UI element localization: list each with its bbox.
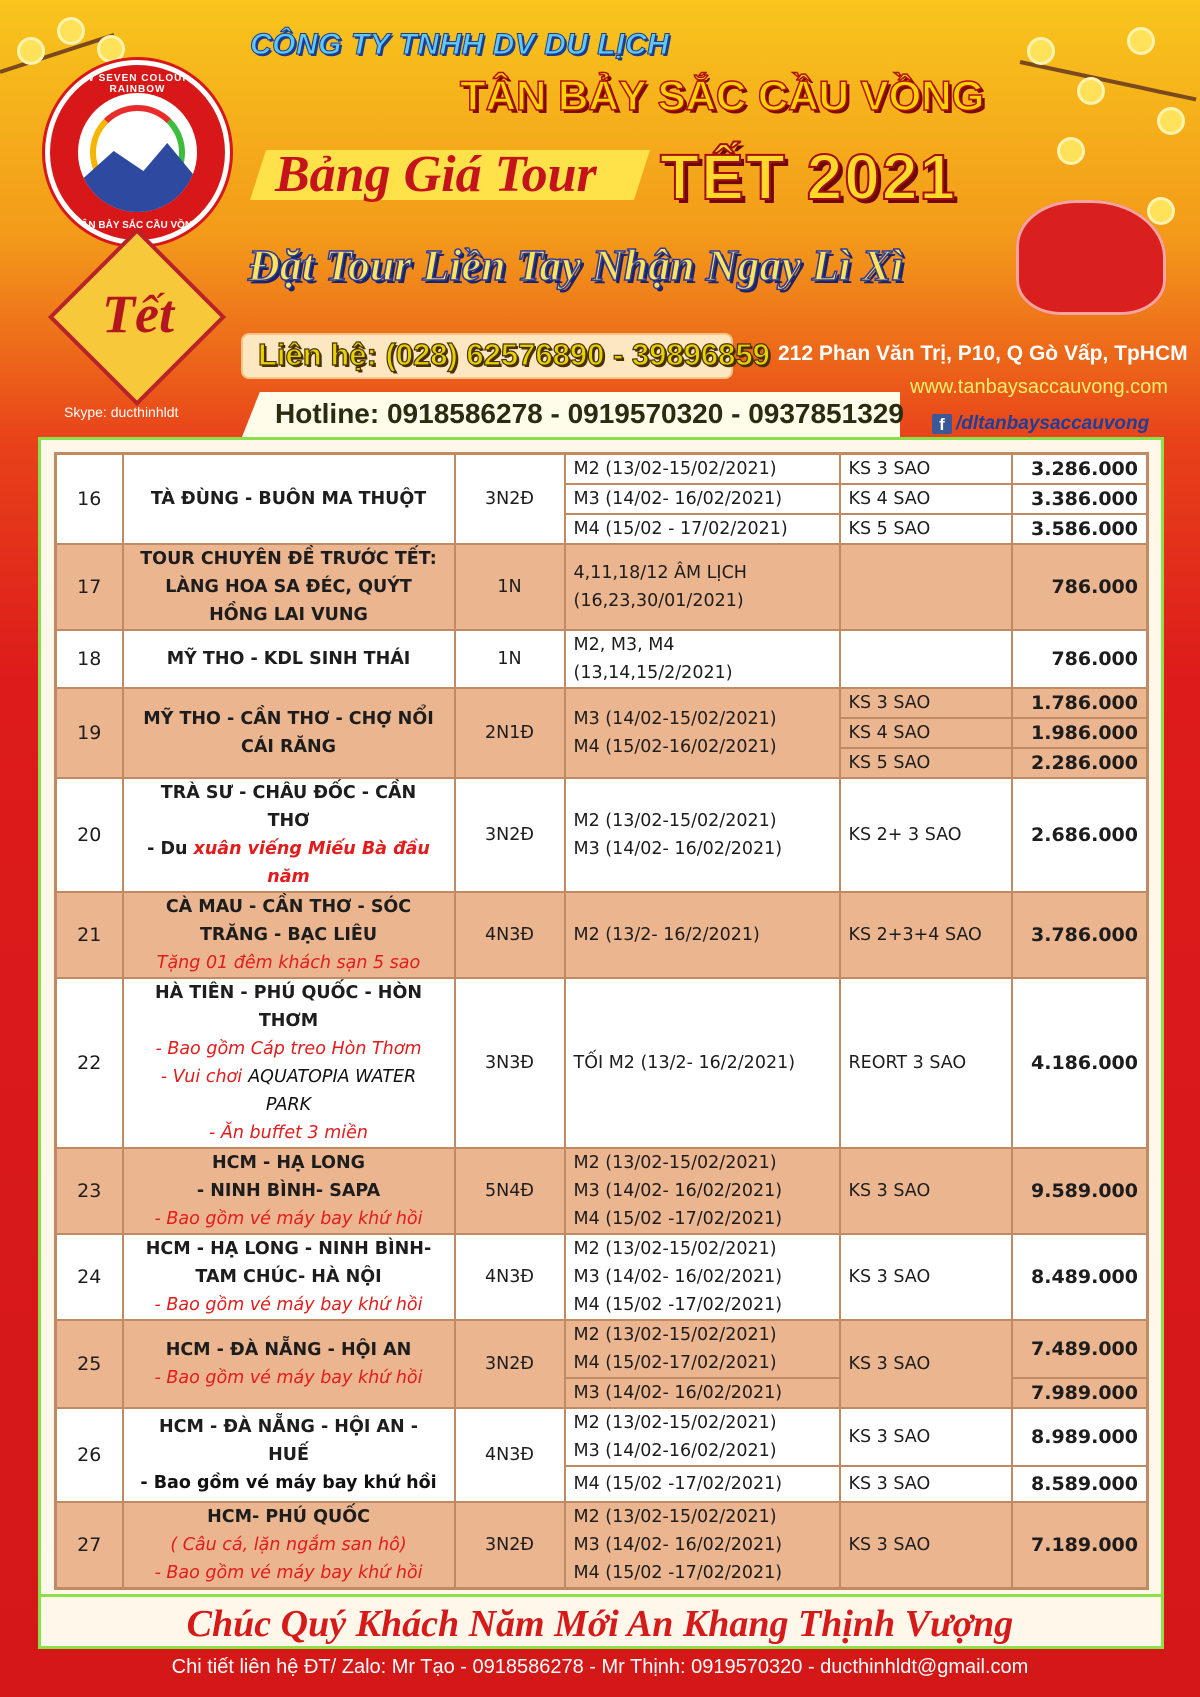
- logo-ring-bottom: TÂN BẢY SẮC CẦU VỒNG: [75, 220, 200, 231]
- hotel-class: KS 4 SAO: [840, 718, 1012, 748]
- tour-name-line: - Bao gồm vé máy bay khứ hồi: [140, 1473, 437, 1493]
- row-number: 23: [56, 1148, 123, 1234]
- hotel-class: REORT 3 SAO: [840, 978, 1012, 1148]
- tour-name: [123, 778, 455, 892]
- table-row: [56, 688, 1148, 718]
- departure-date-line: (13,14,15/2/2021): [573, 663, 733, 683]
- hotel-class: KS 2+3+4 SAO: [840, 892, 1012, 978]
- tet-badge-text: Tết: [102, 284, 174, 344]
- tour-name-line: HCM - HẠ LONG - NINH BÌNH-: [145, 1239, 432, 1259]
- apricot-blossom-icon: [1160, 110, 1182, 132]
- departure-date: M2 (13/2- 16/2/2021): [565, 892, 840, 978]
- row-number: 22: [56, 978, 123, 1148]
- departure-date: [565, 1502, 840, 1589]
- tour-name-line: HCM - HẠ LONG: [211, 1153, 366, 1173]
- tour-name-line: [132, 835, 446, 863]
- tour-name-part: - Du: [147, 839, 188, 859]
- table-row: [56, 1148, 1148, 1234]
- apricot-blossom-icon: [1030, 40, 1052, 62]
- departure-date: M3 (14/02- 16/02/2021): [565, 1378, 840, 1408]
- departure-date: [565, 688, 840, 778]
- logo-emblem: [78, 93, 197, 212]
- tour-duration: 1N: [455, 544, 565, 630]
- website-link[interactable]: www.tanbaysaccauvong.com: [910, 376, 1168, 398]
- departure-date-line: M3 (14/02-15/02/2021): [573, 709, 777, 729]
- apricot-blossom-icon: [1150, 200, 1172, 222]
- tour-duration: 5N4Đ: [455, 1148, 565, 1234]
- tour-highlight: xuân viếng Miếu Bà đầu: [193, 839, 430, 859]
- tour-name: [123, 1408, 455, 1502]
- table-row: [56, 1320, 1148, 1378]
- tour-name: [123, 1502, 455, 1589]
- tour-duration: 1N: [455, 630, 565, 688]
- tour-price: 3.286.000: [1012, 454, 1148, 485]
- table-row: [56, 454, 1148, 485]
- departure-date: [565, 1234, 840, 1320]
- tour-duration: 3N2Đ: [455, 1502, 565, 1589]
- departure-date-line: M3 (14/02- 16/02/2021): [573, 1181, 783, 1201]
- tour-duration: 3N3Đ: [455, 978, 565, 1148]
- table-row: [56, 778, 1148, 892]
- row-number: 26: [56, 1408, 123, 1502]
- tour-note: - Ăn buffet 3 miền: [209, 1123, 368, 1143]
- apricot-blossom-icon: [1060, 140, 1082, 162]
- row-number: 16: [56, 454, 123, 545]
- tour-name-line: HCM- PHÚ QUỐC: [207, 1507, 370, 1527]
- table-row: [56, 978, 1148, 1148]
- hotline[interactable]: Hotline: 0918586278 - 0919570320 - 0937851329: [275, 398, 904, 429]
- departure-date-line: M3 (14/02- 16/02/2021): [573, 839, 783, 859]
- apricot-blossom-icon: [20, 40, 42, 62]
- tour-highlight: năm: [267, 867, 310, 887]
- table-row: [56, 1234, 1148, 1320]
- departure-date: TỐI M2 (13/2- 16/2/2021): [565, 978, 840, 1148]
- tour-name-line: HÀ TIÊN - PHÚ QUỐC - HÒN: [155, 983, 422, 1003]
- tour-name: [123, 1320, 455, 1408]
- tour-price: 3.786.000: [1012, 892, 1148, 978]
- tour-name: [123, 688, 455, 778]
- row-number: 20: [56, 778, 123, 892]
- hotel-class: KS 4 SAO: [840, 484, 1012, 514]
- row-number: 25: [56, 1320, 123, 1408]
- tour-price: 7.189.000: [1012, 1502, 1148, 1589]
- tour-note: - Bao gồm vé máy bay khứ hồi: [154, 1295, 423, 1315]
- tour-price: 786.000: [1012, 544, 1148, 630]
- tour-note: - Bao gồm vé máy bay khứ hồi: [154, 1209, 423, 1229]
- departure-date-line: M2 (13/02-15/02/2021): [573, 1325, 777, 1345]
- page-title: Bảng Giá Tour: [275, 146, 597, 203]
- hotel-class: KS 3 SAO: [840, 1408, 1012, 1466]
- departure-date-line: 4,11,18/12 ÂM LỊCH: [573, 563, 747, 583]
- table-row: [56, 1408, 1148, 1466]
- facebook-link[interactable]: [932, 413, 1149, 435]
- tour-name-line: CÀ MAU - CẦN THƠ - SÓC: [165, 897, 412, 917]
- departure-date-line: M3 (14/02- 16/02/2021): [573, 1267, 783, 1287]
- row-number: 27: [56, 1502, 123, 1589]
- apricot-branch-left: [0, 33, 115, 74]
- tour-name-line: MỸ THO - CẦN THƠ - CHỢ NỔI: [143, 709, 434, 729]
- tour-price: 8.489.000: [1012, 1234, 1148, 1320]
- tour-name: MỸ THO - KDL SINH THÁI: [123, 630, 455, 688]
- address: 212 Phan Văn Trị, P10, Q Gò Vấp, TpHCM: [778, 342, 1188, 365]
- tour-price: 3.386.000: [1012, 484, 1148, 514]
- tour-name-line: TAM CHÚC- HÀ NỘI: [195, 1267, 382, 1287]
- footer-contact[interactable]: Chi tiết liên hệ ĐT/ Zalo: Mr Tạo - 0918586278 - Mr Thịnh: 0919570320 - ducthinhldt@gmail.com: [171, 1656, 1029, 1678]
- departure-date: M4 (15/02 -17/02/2021): [565, 1466, 840, 1502]
- ox-icon: [1016, 200, 1166, 315]
- tour-note-part: - Vui chơi: [160, 1067, 243, 1087]
- tour-price: 7.489.000: [1012, 1320, 1148, 1378]
- tour-note: PARK: [265, 1095, 312, 1115]
- tour-name-line: TOUR CHUYÊN ĐỀ TRƯỚC TẾT:: [140, 549, 437, 569]
- tour-name: [123, 1234, 455, 1320]
- departure-date-line: M4 (15/02 -17/02/2021): [573, 1209, 783, 1229]
- departure-date-line: (16,23,30/01/2021): [573, 591, 744, 611]
- tour-note: - Bao gồm vé máy bay khứ hồi: [154, 1368, 423, 1388]
- tour-duration: 4N3Đ: [455, 1408, 565, 1502]
- new-year-wish: Chúc Quý Khách Năm Mới An Khang Thịnh Vượng: [186, 1603, 1014, 1645]
- tour-name-line: CÁI RĂNG: [240, 737, 337, 757]
- tour-note-part: AQUATOPIA WATER: [248, 1067, 417, 1087]
- hotel-class: KS 2+ 3 SAO: [840, 778, 1012, 892]
- apricot-branch-right: [1020, 60, 1197, 101]
- row-number: 24: [56, 1234, 123, 1320]
- tour-price: 1.986.000: [1012, 718, 1148, 748]
- apricot-blossom-icon: [60, 20, 82, 42]
- logo-ring-top: NEW SEVEN COLOURED RAINBOW: [68, 73, 207, 95]
- row-number: 17: [56, 544, 123, 630]
- hotel-class: KS 5 SAO: [840, 514, 1012, 544]
- departure-date: M4 (15/02 - 17/02/2021): [565, 514, 840, 544]
- tour-name-line: HỒNG LAI VUNG: [209, 605, 368, 625]
- company-name: TÂN BẢY SẮC CẦU VỒNG: [460, 72, 985, 119]
- departure-date-line: M2, M3, M4: [573, 635, 675, 655]
- tour-price: 4.186.000: [1012, 978, 1148, 1148]
- tour-name-line: HUẾ: [268, 1445, 309, 1465]
- departure-date-line: M2 (13/02-15/02/2021): [573, 1413, 777, 1433]
- table-row: [56, 892, 1148, 978]
- table-row: [56, 1502, 1148, 1589]
- tour-note: ( Câu cá, lặn ngắm san hô): [170, 1535, 407, 1555]
- hotel-class: [840, 544, 1012, 630]
- departure-date: [565, 544, 840, 630]
- apricot-blossom-icon: [1130, 30, 1152, 52]
- tour-duration: 3N2Đ: [455, 454, 565, 545]
- hotel-class: KS 3 SAO: [840, 1502, 1012, 1589]
- table-row: [56, 544, 1148, 630]
- row-number: 18: [56, 630, 123, 688]
- tour-name: [123, 978, 455, 1148]
- tour-duration: 2N1Đ: [455, 688, 565, 778]
- tour-price: 1.786.000: [1012, 688, 1148, 718]
- tour-name-line: TRĂNG - BẠC LIÊU: [199, 925, 378, 945]
- hotel-class: KS 3 SAO: [840, 1466, 1012, 1502]
- tour-duration: 3N2Đ: [455, 778, 565, 892]
- departure-date-line: M3 (14/02- 16/02/2021): [573, 1535, 783, 1555]
- apricot-blossom-icon: [1080, 80, 1102, 102]
- table-row: [56, 630, 1148, 688]
- tour-name-line: THƠM: [258, 1011, 319, 1031]
- departure-date-line: M2 (13/02-15/02/2021): [573, 1239, 777, 1259]
- facebook-handle: /dltanbaysaccauvong: [956, 413, 1150, 434]
- departure-date-line: M4 (15/02 -17/02/2021): [573, 1295, 783, 1315]
- departure-date: [565, 1148, 840, 1234]
- departure-date-line: M4 (15/02 -17/02/2021): [573, 1563, 783, 1583]
- tour-note: - Bao gồm Cáp treo Hòn Thơm: [155, 1039, 422, 1059]
- company-type: CÔNG TY TNHH DV DU LỊCH: [250, 28, 670, 61]
- tour-price: 3.586.000: [1012, 514, 1148, 544]
- skype-id: Skype: ducthinhldt: [64, 404, 179, 420]
- departure-date: [565, 778, 840, 892]
- tour-price: 8.989.000: [1012, 1408, 1148, 1466]
- tour-name-line: TRÀ SƯ - CHÂU ĐỐC - CẦN: [160, 783, 417, 803]
- departure-date-line: M4 (15/02-16/02/2021): [573, 737, 777, 757]
- tour-duration: 4N3Đ: [455, 892, 565, 978]
- row-number: 21: [56, 892, 123, 978]
- tour-note: - Bao gồm vé máy bay khứ hồi: [154, 1563, 423, 1583]
- departure-date: M2 (13/02-15/02/2021): [565, 454, 840, 485]
- hotel-class: KS 3 SAO: [840, 454, 1012, 485]
- tour-name-line: - NINH BÌNH- SAPA: [196, 1181, 381, 1201]
- hotel-class: [840, 630, 1012, 688]
- hotel-class: KS 5 SAO: [840, 748, 1012, 778]
- tour-price: 7.989.000: [1012, 1378, 1148, 1408]
- tour-price: 2.686.000: [1012, 778, 1148, 892]
- facebook-icon: f: [932, 414, 952, 434]
- hotel-class: KS 3 SAO: [840, 1234, 1012, 1320]
- departure-date: [565, 1408, 840, 1466]
- tour-price: 9.589.000: [1012, 1148, 1148, 1234]
- tour-name-line: HCM - ĐÀ NẴNG - HỘI AN: [165, 1340, 412, 1360]
- tour-price: 8.589.000: [1012, 1466, 1148, 1502]
- departure-date: [565, 1320, 840, 1378]
- departure-date-line: M2 (13/02-15/02/2021): [573, 811, 777, 831]
- slogan: Đặt Tour Liền Tay Nhận Ngay Lì Xì: [248, 241, 904, 290]
- departure-date: M3 (14/02- 16/02/2021): [565, 484, 840, 514]
- tour-name: [123, 892, 455, 978]
- tour-name: [123, 1148, 455, 1234]
- departure-date-line: M4 (15/02-17/02/2021): [573, 1353, 777, 1373]
- tour-name-line: HCM - ĐÀ NẴNG - HỘI AN -: [159, 1417, 418, 1437]
- departure-date-line: M2 (13/02-15/02/2021): [573, 1153, 777, 1173]
- departure-date-line: M3 (14/02-16/02/2021): [573, 1441, 777, 1461]
- tour-note: Tặng 01 đêm khách sạn 5 sao: [156, 953, 421, 973]
- tour-name-line: LÀNG HOA SA ĐÉC, QUÝT: [165, 577, 412, 597]
- apricot-blossom-icon: [100, 38, 122, 60]
- tour-name-line: THƠ: [267, 811, 310, 831]
- contact-phone[interactable]: Liên hệ: (028) 62576890 - 39896859: [258, 337, 770, 372]
- hotel-class: KS 3 SAO: [840, 688, 1012, 718]
- tour-name: [123, 544, 455, 630]
- tour-name: TÀ ĐÙNG - BUÔN MA THUỘT: [123, 454, 455, 545]
- company-logo: [50, 65, 225, 240]
- row-number: 19: [56, 688, 123, 778]
- tour-price-table: [54, 452, 1149, 1590]
- tour-price: 786.000: [1012, 630, 1148, 688]
- tour-price: 2.286.000: [1012, 748, 1148, 778]
- tour-duration: 4N3Đ: [455, 1234, 565, 1320]
- tour-duration: 3N2Đ: [455, 1320, 565, 1408]
- departure-date: [565, 630, 840, 688]
- hotel-class: KS 3 SAO: [840, 1148, 1012, 1234]
- hotel-class: KS 3 SAO: [840, 1320, 1012, 1408]
- departure-date-line: M2 (13/02-15/02/2021): [573, 1507, 777, 1527]
- tour-note: [132, 1063, 446, 1091]
- title-tet-2021: TẾT 2021: [660, 141, 958, 213]
